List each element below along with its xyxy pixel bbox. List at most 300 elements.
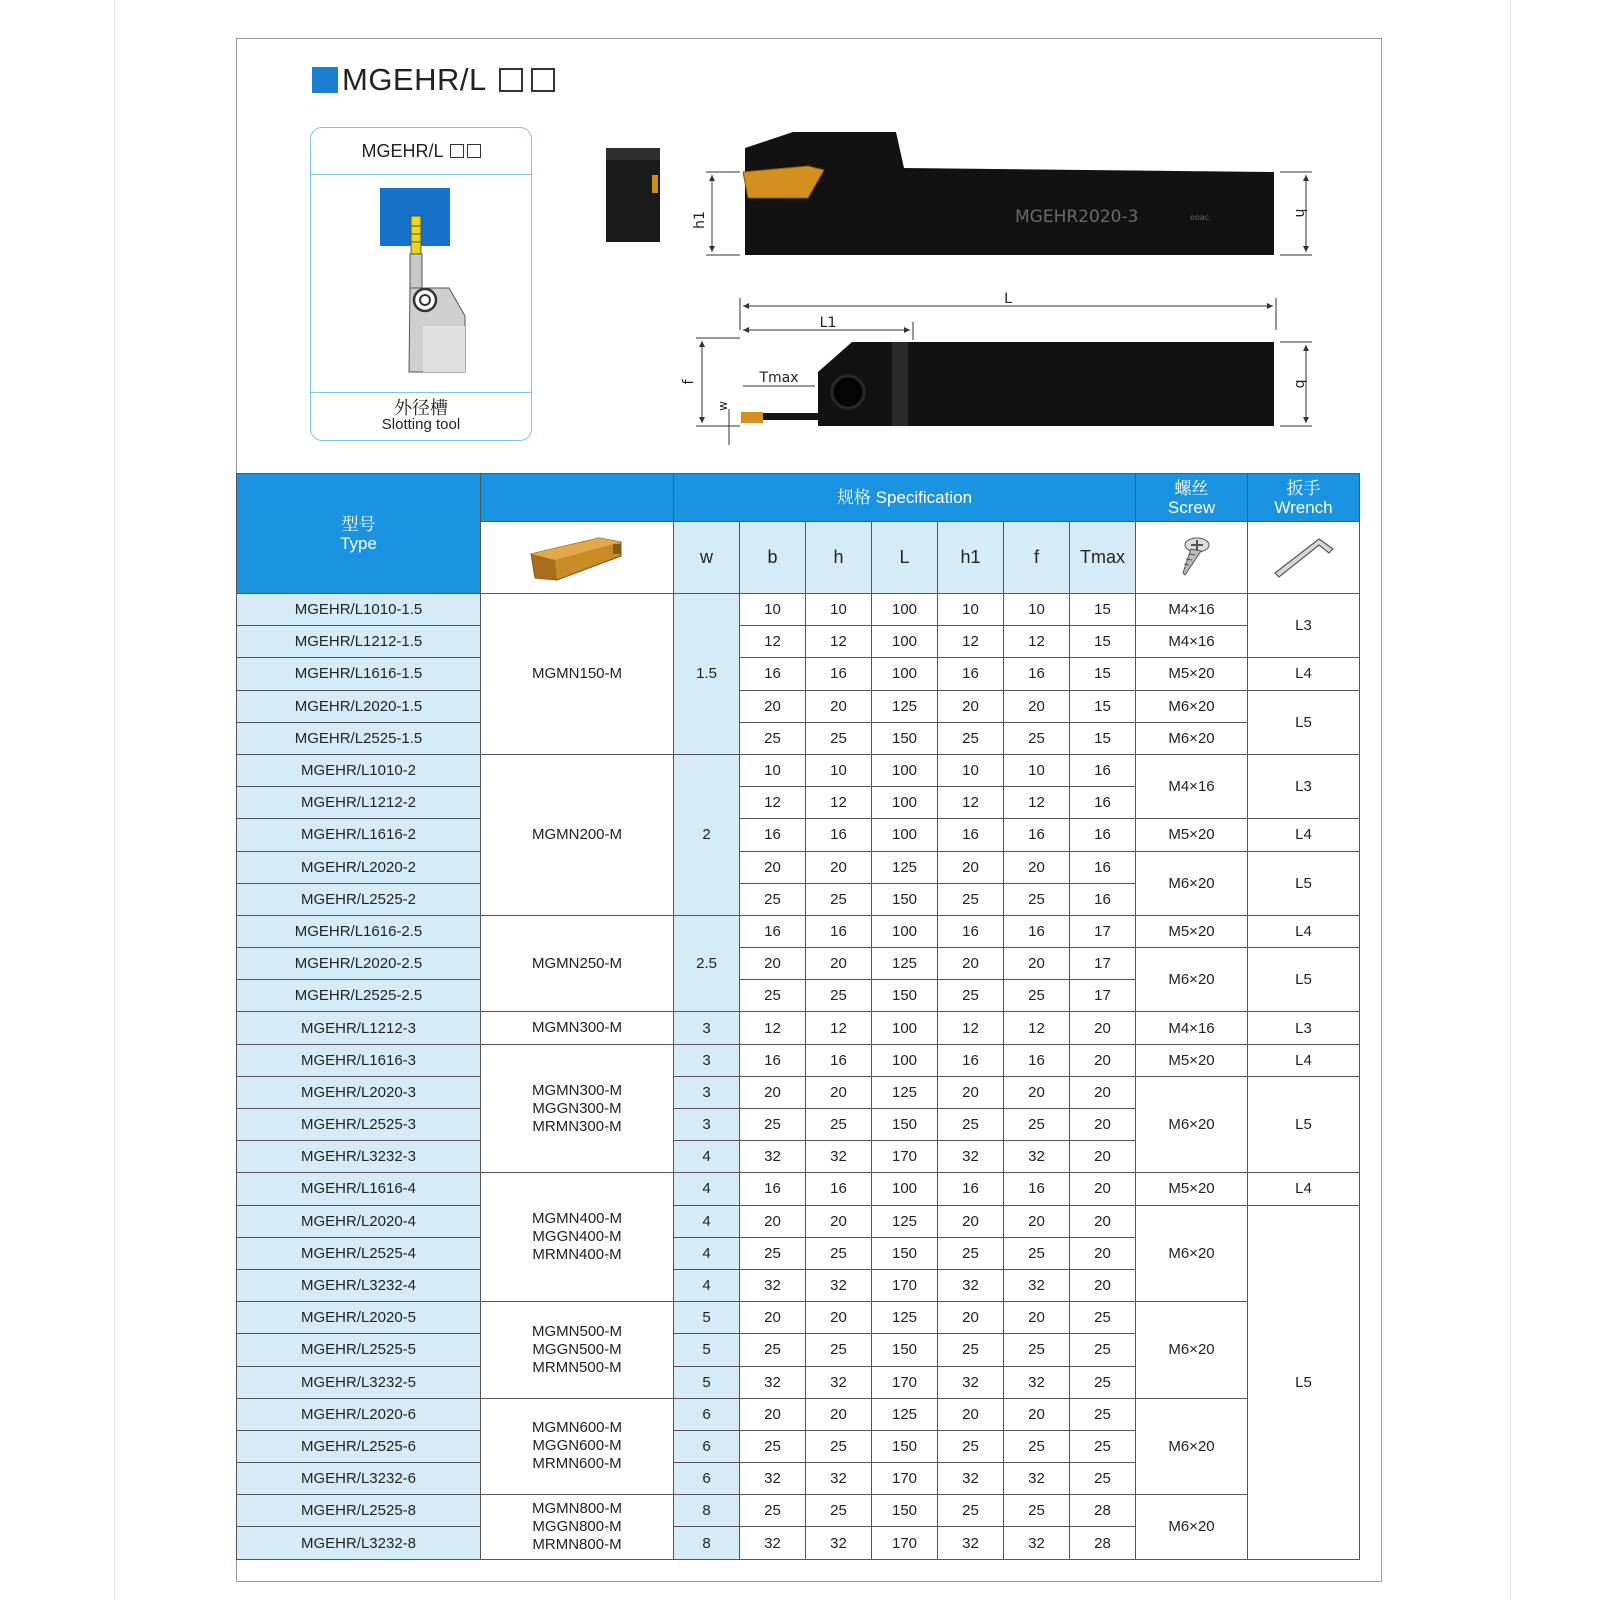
Tmax-cell: 15	[1070, 722, 1136, 754]
screw-cell: M4×16	[1136, 754, 1248, 818]
wrench-cell: L3	[1248, 594, 1360, 658]
f-cell: 20	[1004, 690, 1070, 722]
h1-cell: 25	[938, 1334, 1004, 1366]
h-cell: 25	[806, 1430, 872, 1462]
dim-label-w: w	[716, 401, 730, 411]
L-cell: 100	[872, 626, 938, 658]
h1-cell: 12	[938, 787, 1004, 819]
type-cell: MGEHR/L1616-2	[237, 819, 481, 851]
insert-code-line: MGMN200-M	[531, 825, 622, 843]
w-cell: 2.5	[674, 915, 740, 1012]
b-cell: 25	[740, 980, 806, 1012]
table-row	[237, 1044, 1360, 1076]
b-cell: 32	[740, 1366, 806, 1398]
insert-code-line: MGGN600-M	[532, 1437, 622, 1455]
type-cell: MGEHR/L2020-1.5	[237, 690, 481, 722]
w-cell: 3	[674, 1109, 740, 1141]
dim-label-b: b	[1292, 379, 1308, 389]
L-cell: 170	[872, 1141, 938, 1173]
w-cell: 5	[674, 1334, 740, 1366]
w-cell: 3	[674, 1044, 740, 1076]
L-cell: 150	[872, 883, 938, 915]
Tmax-cell: 20	[1070, 1141, 1136, 1173]
b-cell: 20	[740, 1076, 806, 1108]
insert-cell	[481, 594, 674, 755]
wrench-cell: L3	[1248, 754, 1360, 818]
caption-zh: 外径槽	[394, 398, 448, 418]
Tmax-cell: 17	[1070, 948, 1136, 980]
h1-cell: 16	[938, 819, 1004, 851]
header-wrench	[1248, 474, 1360, 522]
L-cell: 170	[872, 1527, 938, 1559]
b-cell: 10	[740, 754, 806, 786]
table-row	[237, 626, 1360, 658]
b-cell: 20	[740, 1302, 806, 1334]
b-cell: 16	[740, 658, 806, 690]
f-cell: 20	[1004, 1398, 1070, 1430]
b-cell: 25	[740, 1109, 806, 1141]
h1-cell: 25	[938, 1495, 1004, 1527]
h-cell: 20	[806, 851, 872, 883]
insert-cell	[481, 1012, 674, 1044]
dim-label-L: L	[1004, 291, 1012, 307]
screw-cell: M5×20	[1136, 1044, 1248, 1076]
b-cell: 25	[740, 1495, 806, 1527]
h-cell: 12	[806, 787, 872, 819]
b-cell: 16	[740, 1173, 806, 1205]
h-cell: 32	[806, 1269, 872, 1301]
f-cell: 20	[1004, 1302, 1070, 1334]
b-cell: 25	[740, 1334, 806, 1366]
type-cell: MGEHR/L1212-2	[237, 787, 481, 819]
f-cell: 10	[1004, 754, 1070, 786]
header-wrench-zh: 扳手	[1286, 478, 1321, 498]
type-cell: MGEHR/L2525-6	[237, 1430, 481, 1462]
wrench-cell: L5	[1248, 1076, 1360, 1173]
screw-icon-cell	[1136, 522, 1248, 594]
L-cell: 125	[872, 948, 938, 980]
table-row	[237, 594, 1360, 626]
type-cell: MGEHR/L1616-2.5	[237, 915, 481, 947]
h-cell: 10	[806, 754, 872, 786]
table-row	[237, 1495, 1360, 1527]
Tmax-cell: 20	[1070, 1044, 1136, 1076]
type-cell: MGEHR/L1616-4	[237, 1173, 481, 1205]
b-cell: 32	[740, 1269, 806, 1301]
screw-cell: M5×20	[1136, 1173, 1248, 1205]
dim-label-L1: L1	[819, 315, 837, 331]
Tmax-cell: 25	[1070, 1302, 1136, 1334]
b-cell: 25	[740, 1430, 806, 1462]
tool-holder-drawing	[600, 125, 1320, 450]
title-marker-square	[312, 67, 338, 93]
holder-marking: MGEHR2020-3	[1015, 207, 1139, 227]
type-cell: MGEHR/L2525-1.5	[237, 722, 481, 754]
h1-cell: 16	[938, 1173, 1004, 1205]
wrench-cell: L5	[1248, 948, 1360, 1012]
L-cell: 150	[872, 722, 938, 754]
w-cell: 5	[674, 1366, 740, 1398]
h1-cell: 20	[938, 690, 1004, 722]
type-cell: MGEHR/L2525-2	[237, 883, 481, 915]
b-cell: 16	[740, 819, 806, 851]
f-cell: 25	[1004, 1109, 1070, 1141]
h-cell: 12	[806, 1012, 872, 1044]
dim-label-Tmax: Tmax	[759, 370, 799, 386]
insert-cell	[481, 1044, 674, 1173]
h-cell: 16	[806, 819, 872, 851]
L-cell: 150	[872, 980, 938, 1012]
table-row	[237, 1173, 1360, 1205]
L-cell: 100	[872, 915, 938, 947]
b-cell: 12	[740, 1012, 806, 1044]
col-header-h1: h1	[938, 522, 1004, 594]
screw-cell: M6×20	[1136, 1398, 1248, 1495]
f-cell: 32	[1004, 1269, 1070, 1301]
Tmax-cell: 15	[1070, 658, 1136, 690]
type-cell: MGEHR/L2525-5	[237, 1334, 481, 1366]
insert-cell	[481, 1495, 674, 1559]
f-cell: 25	[1004, 883, 1070, 915]
f-cell: 10	[1004, 594, 1070, 626]
h1-cell: 25	[938, 883, 1004, 915]
Tmax-cell: 20	[1070, 1173, 1136, 1205]
b-cell: 20	[740, 851, 806, 883]
h1-cell: 32	[938, 1141, 1004, 1173]
Tmax-cell: 20	[1070, 1109, 1136, 1141]
wrench-cell: L4	[1248, 658, 1360, 690]
Tmax-cell: 15	[1070, 626, 1136, 658]
b-cell: 16	[740, 1044, 806, 1076]
dim-label-h: h	[1292, 208, 1308, 218]
L-cell: 100	[872, 819, 938, 851]
type-cell: MGEHR/L2020-4	[237, 1205, 481, 1237]
f-cell: 16	[1004, 1044, 1070, 1076]
Tmax-cell: 25	[1070, 1463, 1136, 1495]
screw-cell: M6×20	[1136, 948, 1248, 1012]
f-cell: 16	[1004, 819, 1070, 851]
type-cell: MGEHR/L3232-6	[237, 1463, 481, 1495]
header-wrench-en: Wrench	[1274, 497, 1333, 517]
card-header	[311, 128, 531, 175]
insert-code-line: MGMN800-M	[531, 1499, 622, 1517]
col-header-w: w	[674, 522, 740, 594]
f-cell: 25	[1004, 1430, 1070, 1462]
f-cell: 25	[1004, 980, 1070, 1012]
dim-label-f: f	[681, 379, 697, 385]
Tmax-cell: 28	[1070, 1495, 1136, 1527]
w-cell: 1.5	[674, 594, 740, 755]
insert-code-line: MGMN400-M	[531, 1210, 622, 1228]
b-cell: 25	[740, 883, 806, 915]
h1-cell: 16	[938, 658, 1004, 690]
col-header-L: L	[872, 522, 938, 594]
insert-code-line: MGMN300-M	[531, 1081, 622, 1099]
b-cell: 16	[740, 915, 806, 947]
holder-code: ooac	[1190, 213, 1210, 222]
wrench-cell: L5	[1248, 690, 1360, 754]
header-insert	[481, 474, 674, 522]
h-cell: 25	[806, 980, 872, 1012]
h-cell: 25	[806, 883, 872, 915]
specification-table	[236, 473, 1360, 1560]
L-cell: 100	[872, 1173, 938, 1205]
Tmax-cell: 20	[1070, 1237, 1136, 1269]
insert-icon-cell	[481, 522, 674, 594]
screw-cell: M6×20	[1136, 1495, 1248, 1559]
b-cell: 20	[740, 1398, 806, 1430]
L-cell: 100	[872, 594, 938, 626]
table-row	[237, 658, 1360, 690]
insert-cell	[481, 754, 674, 915]
Tmax-cell: 15	[1070, 690, 1136, 722]
insert-code-line: MRMN400-M	[532, 1246, 622, 1264]
L-cell: 125	[872, 1302, 938, 1334]
table-row	[237, 1076, 1360, 1108]
h-cell: 32	[806, 1366, 872, 1398]
h-cell: 25	[806, 1495, 872, 1527]
h-cell: 25	[806, 1237, 872, 1269]
L-cell: 100	[872, 1044, 938, 1076]
type-cell: MGEHR/L1212-1.5	[237, 626, 481, 658]
w-cell: 8	[674, 1527, 740, 1559]
insert-code-line: MGMN150-M	[531, 664, 622, 682]
h1-cell: 10	[938, 754, 1004, 786]
screw-cell: M4×16	[1136, 626, 1248, 658]
Tmax-cell: 15	[1070, 594, 1136, 626]
screw-cell: M4×16	[1136, 1012, 1248, 1044]
insert-code-line: MGGN300-M	[532, 1099, 622, 1117]
w-cell: 8	[674, 1495, 740, 1527]
b-cell: 25	[740, 722, 806, 754]
type-cell: MGEHR/L1616-1.5	[237, 658, 481, 690]
w-cell: 6	[674, 1463, 740, 1495]
h1-cell: 25	[938, 1430, 1004, 1462]
table-row	[237, 1205, 1360, 1237]
L-cell: 100	[872, 754, 938, 786]
insert-cell	[481, 1173, 674, 1302]
Tmax-cell: 17	[1070, 980, 1136, 1012]
Tmax-cell: 16	[1070, 819, 1136, 851]
type-cell: MGEHR/L2525-8	[237, 1495, 481, 1527]
L-cell: 125	[872, 1398, 938, 1430]
code-placeholder-box	[467, 144, 481, 158]
holder-side-view	[743, 132, 1274, 255]
L-cell: 100	[872, 1012, 938, 1044]
f-cell: 32	[1004, 1463, 1070, 1495]
type-cell: MGEHR/L3232-3	[237, 1141, 481, 1173]
Tmax-cell: 16	[1070, 787, 1136, 819]
table-row	[237, 948, 1360, 980]
w-cell: 4	[674, 1237, 740, 1269]
screw-cell: M6×20	[1136, 690, 1248, 722]
f-cell: 25	[1004, 1237, 1070, 1269]
type-cell: MGEHR/L1010-2	[237, 754, 481, 786]
type-cell: MGEHR/L2020-3	[237, 1076, 481, 1108]
screw-cell: M6×20	[1136, 1302, 1248, 1399]
type-cell: MGEHR/L1616-3	[237, 1044, 481, 1076]
f-cell: 32	[1004, 1366, 1070, 1398]
wrench-cell: L4	[1248, 819, 1360, 851]
table-row	[237, 915, 1360, 947]
b-cell: 12	[740, 626, 806, 658]
Tmax-cell: 20	[1070, 1205, 1136, 1237]
f-cell: 25	[1004, 722, 1070, 754]
type-cell: MGEHR/L3232-4	[237, 1269, 481, 1301]
type-cell: MGEHR/L3232-5	[237, 1366, 481, 1398]
L-cell: 150	[872, 1109, 938, 1141]
L-cell: 170	[872, 1366, 938, 1398]
h1-cell: 25	[938, 722, 1004, 754]
h-cell: 32	[806, 1463, 872, 1495]
page-title	[312, 64, 555, 96]
f-cell: 12	[1004, 626, 1070, 658]
insert-code-line: MGMN250-M	[531, 954, 622, 972]
b-cell: 25	[740, 1237, 806, 1269]
h1-cell: 10	[938, 594, 1004, 626]
h-cell: 20	[806, 1302, 872, 1334]
page-title-text: MGEHR/L	[342, 62, 487, 97]
header-specification	[674, 474, 1136, 522]
h1-cell: 20	[938, 948, 1004, 980]
w-cell: 6	[674, 1398, 740, 1430]
w-cell: 5	[674, 1302, 740, 1334]
f-cell: 16	[1004, 1173, 1070, 1205]
holder-top-view	[741, 342, 1274, 426]
insert-code-line: MRMN500-M	[532, 1358, 622, 1376]
h1-cell: 25	[938, 1109, 1004, 1141]
h1-cell: 12	[938, 1012, 1004, 1044]
h1-cell: 32	[938, 1463, 1004, 1495]
frame-line-right	[1510, 0, 1511, 1600]
h1-cell: 32	[938, 1366, 1004, 1398]
insert-code-line: MGGN400-M	[532, 1228, 622, 1246]
wrench-cell: L4	[1248, 1173, 1360, 1205]
Tmax-cell: 16	[1070, 754, 1136, 786]
Tmax-cell: 20	[1070, 1012, 1136, 1044]
b-cell: 20	[740, 690, 806, 722]
f-cell: 32	[1004, 1141, 1070, 1173]
b-cell: 12	[740, 787, 806, 819]
table-row	[237, 851, 1360, 883]
insert-cell	[481, 1398, 674, 1495]
h1-cell: 16	[938, 1044, 1004, 1076]
type-cell: MGEHR/L2020-2	[237, 851, 481, 883]
col-header-f: f	[1004, 522, 1070, 594]
h1-cell: 16	[938, 915, 1004, 947]
h1-cell: 25	[938, 980, 1004, 1012]
hex-wrench-icon	[1269, 531, 1339, 581]
type-cell: MGEHR/L3232-8	[237, 1527, 481, 1559]
L-cell: 125	[872, 851, 938, 883]
b-cell: 10	[740, 594, 806, 626]
screw-cell: M6×20	[1136, 1205, 1248, 1302]
table-row	[237, 722, 1360, 754]
h-cell: 25	[806, 1109, 872, 1141]
wrench-cell: L4	[1248, 915, 1360, 947]
f-cell: 32	[1004, 1527, 1070, 1559]
h1-cell: 12	[938, 626, 1004, 658]
type-cell: MGEHR/L2020-5	[237, 1302, 481, 1334]
code-placeholder-box	[450, 144, 464, 158]
h-cell: 20	[806, 948, 872, 980]
Tmax-cell: 17	[1070, 915, 1136, 947]
card-header-text: MGEHR/L	[361, 140, 444, 161]
table-row	[237, 754, 1360, 786]
w-cell: 3	[674, 1012, 740, 1044]
screw-cell: M5×20	[1136, 658, 1248, 690]
f-cell: 16	[1004, 658, 1070, 690]
f-cell: 20	[1004, 1076, 1070, 1108]
insert-code-line: MGMN300-M	[531, 1019, 622, 1037]
h-cell: 20	[806, 1205, 872, 1237]
Tmax-cell: 20	[1070, 1076, 1136, 1108]
h-cell: 20	[806, 1398, 872, 1430]
screw-cell: M6×20	[1136, 851, 1248, 915]
header-screw-zh: 螺丝	[1174, 478, 1209, 498]
L-cell: 150	[872, 1495, 938, 1527]
screw-cell: M6×20	[1136, 1076, 1248, 1173]
h-cell: 20	[806, 690, 872, 722]
type-cell: MGEHR/L2525-4	[237, 1237, 481, 1269]
insert-code-line: MGMN500-M	[531, 1322, 622, 1340]
wrench-cell: L5	[1248, 851, 1360, 915]
insert-cell	[481, 915, 674, 1012]
wrench-cell: L5	[1248, 1205, 1360, 1559]
insert-code-line: MRMN800-M	[532, 1535, 622, 1553]
h1-cell: 32	[938, 1269, 1004, 1301]
header-screw-en: Screw	[1167, 497, 1216, 517]
L-cell: 150	[872, 1237, 938, 1269]
f-cell: 12	[1004, 787, 1070, 819]
L-cell: 100	[872, 658, 938, 690]
b-cell: 32	[740, 1141, 806, 1173]
Tmax-cell: 25	[1070, 1430, 1136, 1462]
b-cell: 20	[740, 948, 806, 980]
h-cell: 16	[806, 915, 872, 947]
w-cell: 3	[674, 1076, 740, 1108]
insert-code-line: MGMN600-M	[531, 1419, 622, 1437]
insert-code-line: MRMN300-M	[532, 1117, 622, 1135]
header-type-en: Type	[340, 533, 377, 553]
L-cell: 125	[872, 1076, 938, 1108]
L-cell: 125	[872, 1205, 938, 1237]
col-header-b: b	[740, 522, 806, 594]
w-cell: 4	[674, 1173, 740, 1205]
h-cell: 16	[806, 1044, 872, 1076]
table-row	[237, 1302, 1360, 1334]
Tmax-cell: 16	[1070, 851, 1136, 883]
w-cell: 6	[674, 1430, 740, 1462]
h-cell: 20	[806, 1076, 872, 1108]
L-cell: 125	[872, 690, 938, 722]
wrench-icon-cell	[1248, 522, 1360, 594]
Tmax-cell: 25	[1070, 1334, 1136, 1366]
h1-cell: 20	[938, 1302, 1004, 1334]
Tmax-cell: 28	[1070, 1527, 1136, 1559]
f-cell: 20	[1004, 851, 1070, 883]
insert-code-line: MRMN600-M	[532, 1455, 622, 1473]
tool-type-card	[310, 127, 532, 441]
L-cell: 100	[872, 787, 938, 819]
caption-en: Slotting tool	[381, 416, 461, 433]
w-cell: 4	[674, 1269, 740, 1301]
wrench-cell: L4	[1248, 1044, 1360, 1076]
L-cell: 170	[872, 1269, 938, 1301]
type-cell: MGEHR/L2020-6	[237, 1398, 481, 1430]
table-row	[237, 819, 1360, 851]
h-cell: 10	[806, 594, 872, 626]
